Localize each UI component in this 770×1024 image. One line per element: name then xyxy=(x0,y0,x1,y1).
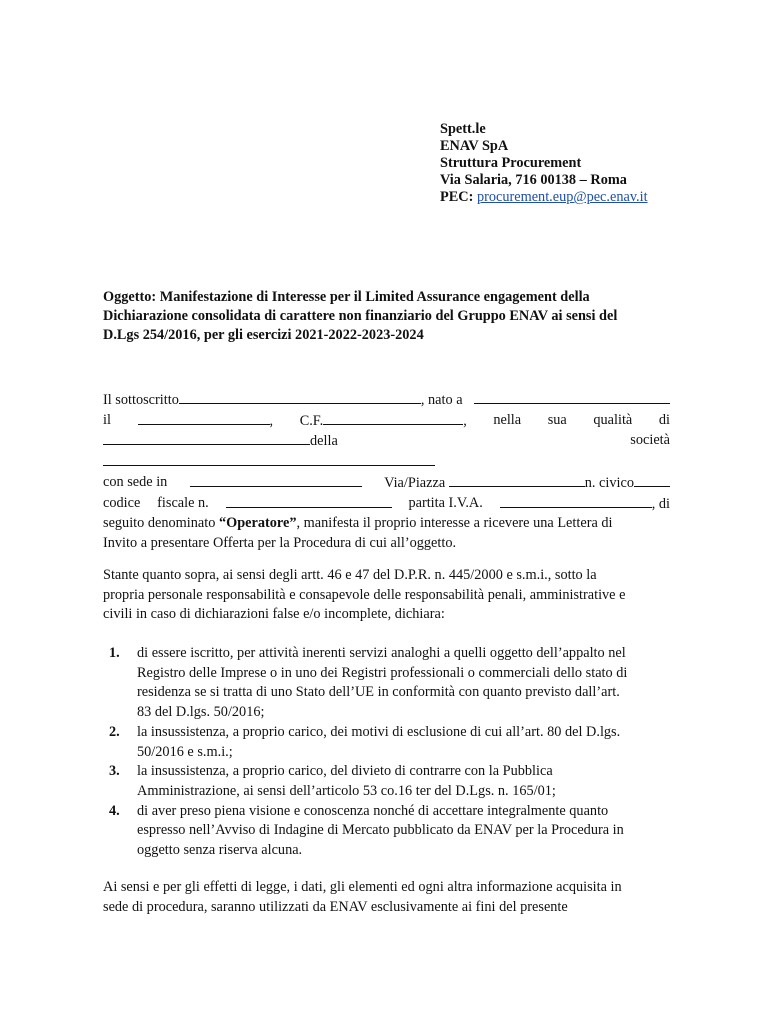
stante-line-3: civili in caso di dichiarazioni false e/o incomplete, dichiara: xyxy=(103,606,445,623)
birthdate-blank[interactable] xyxy=(138,411,270,425)
della-word: della xyxy=(310,433,338,450)
subject-block xyxy=(103,288,670,345)
form-row-1 xyxy=(103,390,670,411)
declarations-list xyxy=(103,644,670,861)
form-row-8: Invito a presentare Offerta per la Procedura di cui all’oggetto. xyxy=(103,534,457,551)
qualita-word: qualità xyxy=(593,411,633,428)
item-line: la insussistenza, a proprio carico, dei motivi di esclusione di cui all’art. 80 del D.lgs. xyxy=(137,723,621,740)
subject-line-2: Dichiarazione consolidata di carattere non finanziario del Gruppo ENAV ai sensi del xyxy=(103,308,618,324)
pec-email-link[interactable]: procurement.eup@pec.enav.it xyxy=(476,189,648,205)
operatore-term: “Operatore” xyxy=(218,515,297,532)
cf-blank[interactable] xyxy=(323,411,463,425)
item-line: espresso nell’Avviso di Indagine di Mercato pubblicato da ENAV per la Procedura in xyxy=(137,822,624,839)
tax-code-blank[interactable] xyxy=(226,494,392,508)
civic-number-blank[interactable] xyxy=(634,473,670,487)
birthplace-blank[interactable] xyxy=(474,390,670,404)
seguito-text: seguito denominato xyxy=(103,515,219,532)
street-blank[interactable] xyxy=(449,473,585,487)
stante-paragraph xyxy=(103,566,670,625)
partita-label: partita I.V.A. xyxy=(408,494,483,511)
stante-line-2: propria personale responsabilità e consapevole delle responsabilità penali, amministrative e xyxy=(103,586,626,603)
item-number: 3. xyxy=(109,763,120,780)
sottoscritto-label: Il sottoscritto xyxy=(103,392,179,408)
recipient-pec-line xyxy=(440,189,648,206)
item-number: 2. xyxy=(109,723,120,740)
list-item xyxy=(103,802,670,861)
nella-word: nella xyxy=(493,411,522,428)
form-row-7 xyxy=(103,514,670,534)
form-row-5 xyxy=(103,473,670,494)
item-number: 1. xyxy=(109,645,120,661)
codice-word: codice xyxy=(103,494,141,511)
recipient-line-1: Spett.le xyxy=(440,121,486,137)
list-item xyxy=(103,762,670,801)
item-line: Registro delle Imprese o in uno dei Registri professionali o commerciali dello stato di xyxy=(137,664,628,681)
list-item xyxy=(103,723,670,762)
item-line: la insussistenza, a proprio carico, del divieto di contrarre con la Pubblica xyxy=(137,763,553,780)
city-blank[interactable] xyxy=(190,473,362,487)
form-row-4 xyxy=(103,452,670,473)
item-line: residenza se si tratta di uno Stato dell’UE in conformità con quanto previsto dall’art. xyxy=(137,684,620,701)
recipient-line-3: Struttura Procurement xyxy=(440,155,582,171)
form-row-6 xyxy=(103,494,670,515)
recipient-line-2: ENAV SpA xyxy=(440,138,509,154)
sua-word: sua xyxy=(547,411,567,428)
nato-label: , nato a xyxy=(420,392,463,408)
item-line: di essere iscritto, per attività inerenti servizi analoghi a quelli oggetto dell’appalto nel xyxy=(137,645,626,661)
form-row-3 xyxy=(103,431,670,452)
fiscale-label: fiscale n. xyxy=(157,494,209,511)
pec-label: PEC: xyxy=(440,189,474,205)
item-line: 83 del D.lgs. 50/2016; xyxy=(137,704,265,721)
declarant-form xyxy=(103,390,670,554)
item-line: di aver preso piena visione e conoscenza nonché di accettare integralmente quanto xyxy=(137,802,609,819)
il-label: il xyxy=(103,411,111,428)
closing-paragraph xyxy=(103,878,670,917)
vat-blank[interactable] xyxy=(500,494,652,508)
subject-line-3: D.Lgs 254/2016, per gli esercizi 2021-2022-2023-2024 xyxy=(103,327,424,343)
role-blank[interactable] xyxy=(103,431,310,445)
closing-line-2: sede di procedura, saranno utilizzati da ENAV esclusivamente ai fini del presente xyxy=(103,898,568,915)
con-sede-label: con sede in xyxy=(103,473,168,490)
list-item xyxy=(103,644,670,723)
societa-word: società xyxy=(630,432,670,449)
closing-line-1: Ai sensi e per gli effetti di legge, i dati, gli elementi ed ogni altra informazione acquisita in xyxy=(103,879,622,895)
via-label: Via/Piazza xyxy=(384,474,446,491)
item-line: 50/2016 e s.m.i.; xyxy=(137,743,233,760)
di-suffix: , di xyxy=(651,495,670,512)
recipient-line-4: Via Salaria, 716 00138 – Roma xyxy=(440,172,627,188)
name-blank[interactable] xyxy=(179,390,421,404)
cf-label: C.F. xyxy=(299,412,324,429)
di-word: di xyxy=(658,411,670,428)
form-row-2: il , C.F. , nella sua qualità di xyxy=(103,411,670,432)
item-number: 4. xyxy=(109,802,120,819)
company-blank[interactable] xyxy=(103,452,435,466)
civico-label: n. civico xyxy=(584,474,634,491)
seguito-continued-text: , manifesta il proprio interesse a ricevere una Lettera di xyxy=(296,515,613,532)
subject-line-1: Oggetto: Manifestazione di Interesse per il Limited Assurance engagement della xyxy=(103,289,590,305)
stante-line-1: Stante quanto sopra, ai sensi degli artt. 46 e 47 del D.P.R. n. 445/2000 e s.m.i., sotto la xyxy=(103,567,597,583)
item-line: oggetto senza riserva alcuna. xyxy=(137,842,303,859)
recipient-address xyxy=(440,121,648,206)
item-line: Amministrazione, ai sensi dell’articolo 53 co.16 ter del D.Lgs. n. 165/01; xyxy=(137,782,556,799)
